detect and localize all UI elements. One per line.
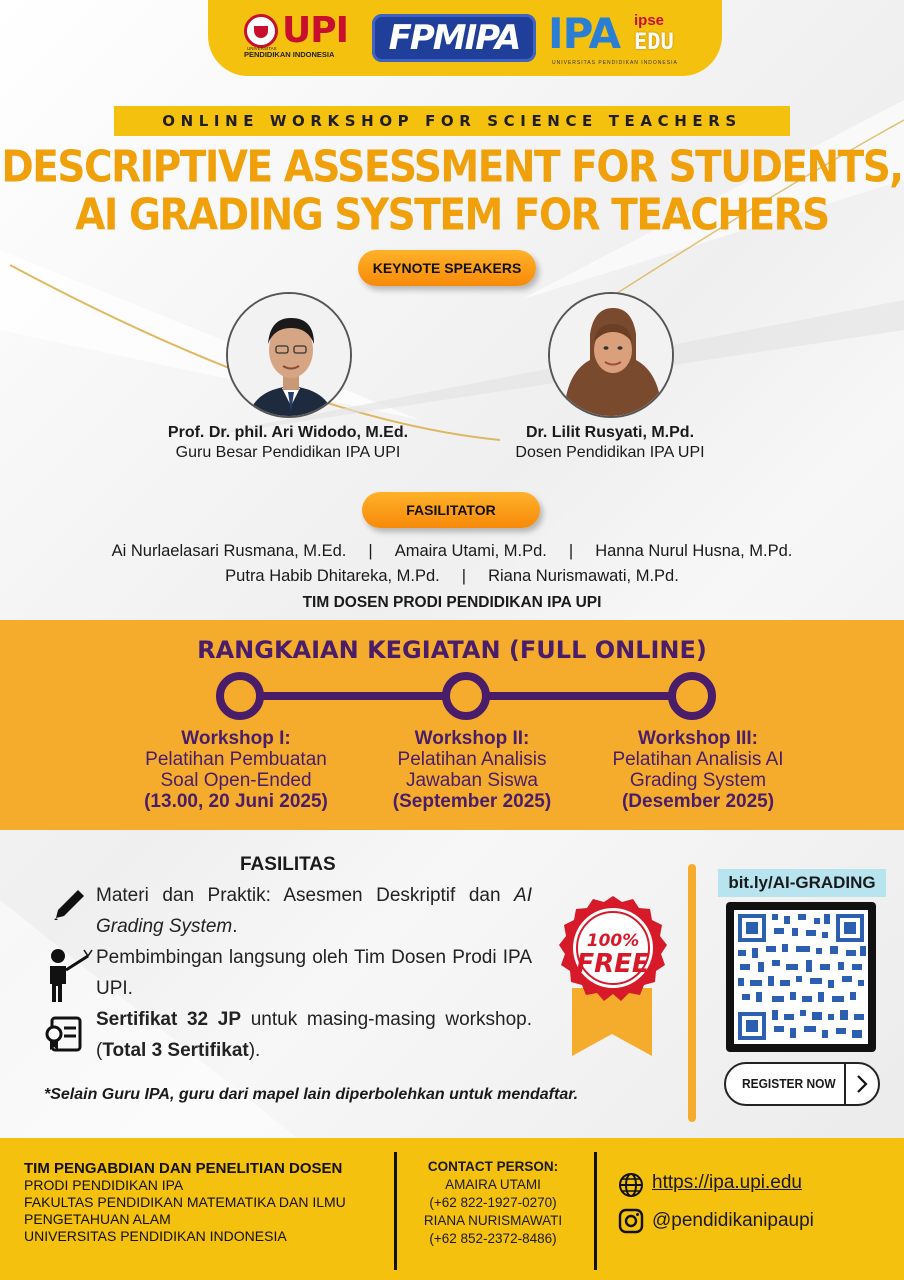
pencil-icon	[50, 884, 90, 924]
certificate-icon	[44, 1014, 84, 1054]
team-label: TIM DOSEN PRODI PENDIDIKAN IPA UPI	[302, 594, 602, 611]
workshop-2: Workshop II: Pelatihan Analisis Jawaban Siswa (September 2025)	[392, 728, 552, 812]
footer-contacts: CONTACT PERSON: AMAIRA UTAMI (+62 822-1927-0270) RIANA NURISMAWATI (+62 852-2372-8486)	[423, 1159, 563, 1246]
teacher-icon	[44, 946, 96, 1004]
facilitator-name: Ai Nurlaelasari Rusmana, M.Ed.	[111, 542, 347, 560]
facility-item-1: Materi dan Praktik: Asesmen Deskriptif dan AI Grading System.	[96, 885, 532, 937]
register-now-button[interactable]: REGISTER NOW	[724, 1062, 880, 1106]
timeline-dot-2	[446, 676, 486, 716]
speaker-name-1: Prof. Dr. phil. Ari Widodo, M.Ed.	[167, 424, 409, 441]
timeline	[0, 668, 904, 724]
facilitator-row-2: Putra Habib Dhitareka, M.Pd. | Riana Nurismawati, M.Pd.	[225, 567, 679, 585]
qr-code[interactable]	[726, 902, 876, 1052]
speaker-photo-2	[548, 292, 674, 418]
event-title-line1: DESCRIPTIVE ASSESSMENT FOR STUDENTS,	[1, 142, 903, 193]
event-title-line2: AI GRADING SYSTEM FOR TEACHERS	[75, 190, 829, 241]
facilities-title: FASILITAS	[240, 854, 336, 875]
footer-divider	[594, 1152, 597, 1270]
ipa-edu-logo: IPA ipse EDU UNIVERSITAS PENDIDIKAN INDONESIA	[548, 9, 678, 66]
facilitator-row-1: Ai Nurlaelasari Rusmana, M.Ed. | Amaira Utami, M.Pd. | Hanna Nurul Husna, M.Pd.	[111, 542, 793, 560]
keynote-label: KEYNOTE SPEAKERS	[358, 250, 536, 286]
instagram-icon	[618, 1208, 644, 1234]
facilitator-name: Putra Habib Dhitareka, M.Pd.	[225, 567, 440, 585]
badge-percent: 100%	[586, 931, 640, 951]
timeline-dot-1	[220, 676, 260, 716]
free-badge	[542, 892, 684, 1064]
instagram-handle[interactable]: @pendidikanipaupi	[652, 1210, 814, 1231]
footer-organization: TIM PENGABDIAN DAN PENELITIAN DOSEN PRODI PENDIDIKAN IPA FAKULTAS PENDIDIKAN MATEMATIKA DAN ILMU PENGETAHUAN ALAM UNIVERSITAS PENDIDIKAN INDONESIA	[24, 1160, 346, 1244]
divider-bar	[688, 864, 696, 1122]
website-link[interactable]: https://ipa.upi.edu	[652, 1172, 802, 1193]
workshop-3: Workshop III: Pelatihan Analisis AI Grading System (Desember 2025)	[612, 728, 784, 812]
registration-url[interactable]: bit.ly/AI-GRADING	[718, 869, 886, 897]
upi-emblem-icon	[244, 14, 278, 48]
speaker-role-2: Dosen Pendidikan IPA UPI	[515, 444, 705, 461]
badge-free: FREE	[576, 949, 650, 979]
event-subtitle: ONLINE WORKSHOP FOR SCIENCE TEACHERS	[114, 106, 790, 136]
facilitator-name: Riana Nurismawati, M.Pd.	[488, 567, 679, 585]
speaker-photo-1	[226, 292, 352, 418]
globe-icon	[618, 1172, 644, 1198]
speaker-name-2: Dr. Lilit Rusyati, M.Pd.	[525, 424, 695, 441]
facility-item-2: Pembimbingan langsung oleh Tim Dosen Prodi IPA UPI.	[96, 947, 532, 999]
eligibility-note: *Selain Guru IPA, guru dari mapel lain diperbolehkan untuk mendaftar.	[44, 1086, 579, 1103]
speaker-role-1: Guru Besar Pendidikan IPA UPI	[175, 444, 401, 461]
timeline-dot-3	[672, 676, 712, 716]
facilitator-name: Amaira Utami, M.Pd.	[394, 542, 547, 560]
chevron-right-icon	[852, 1074, 872, 1094]
footer-divider	[394, 1152, 397, 1270]
facilitator-label: FASILITATOR	[362, 492, 540, 528]
facilitator-name: Hanna Nurul Husna, M.Pd.	[595, 542, 793, 560]
facility-item-3: Sertifikat 32 JP untuk masing-masing workshop. (Total 3 Sertifikat).	[96, 1009, 532, 1061]
schedule-title: RANGKAIAN KEGIATAN (FULL ONLINE)	[197, 636, 707, 664]
upi-logo: UPI UNIVERSITAS PENDIDIKAN INDONESIA	[244, 10, 349, 59]
workshop-1: Workshop I: Pelatihan Pembuatan Soal Open-Ended (13.00, 20 Juni 2025)	[144, 728, 328, 812]
fpmipa-logo: FPMIPA	[372, 14, 536, 62]
